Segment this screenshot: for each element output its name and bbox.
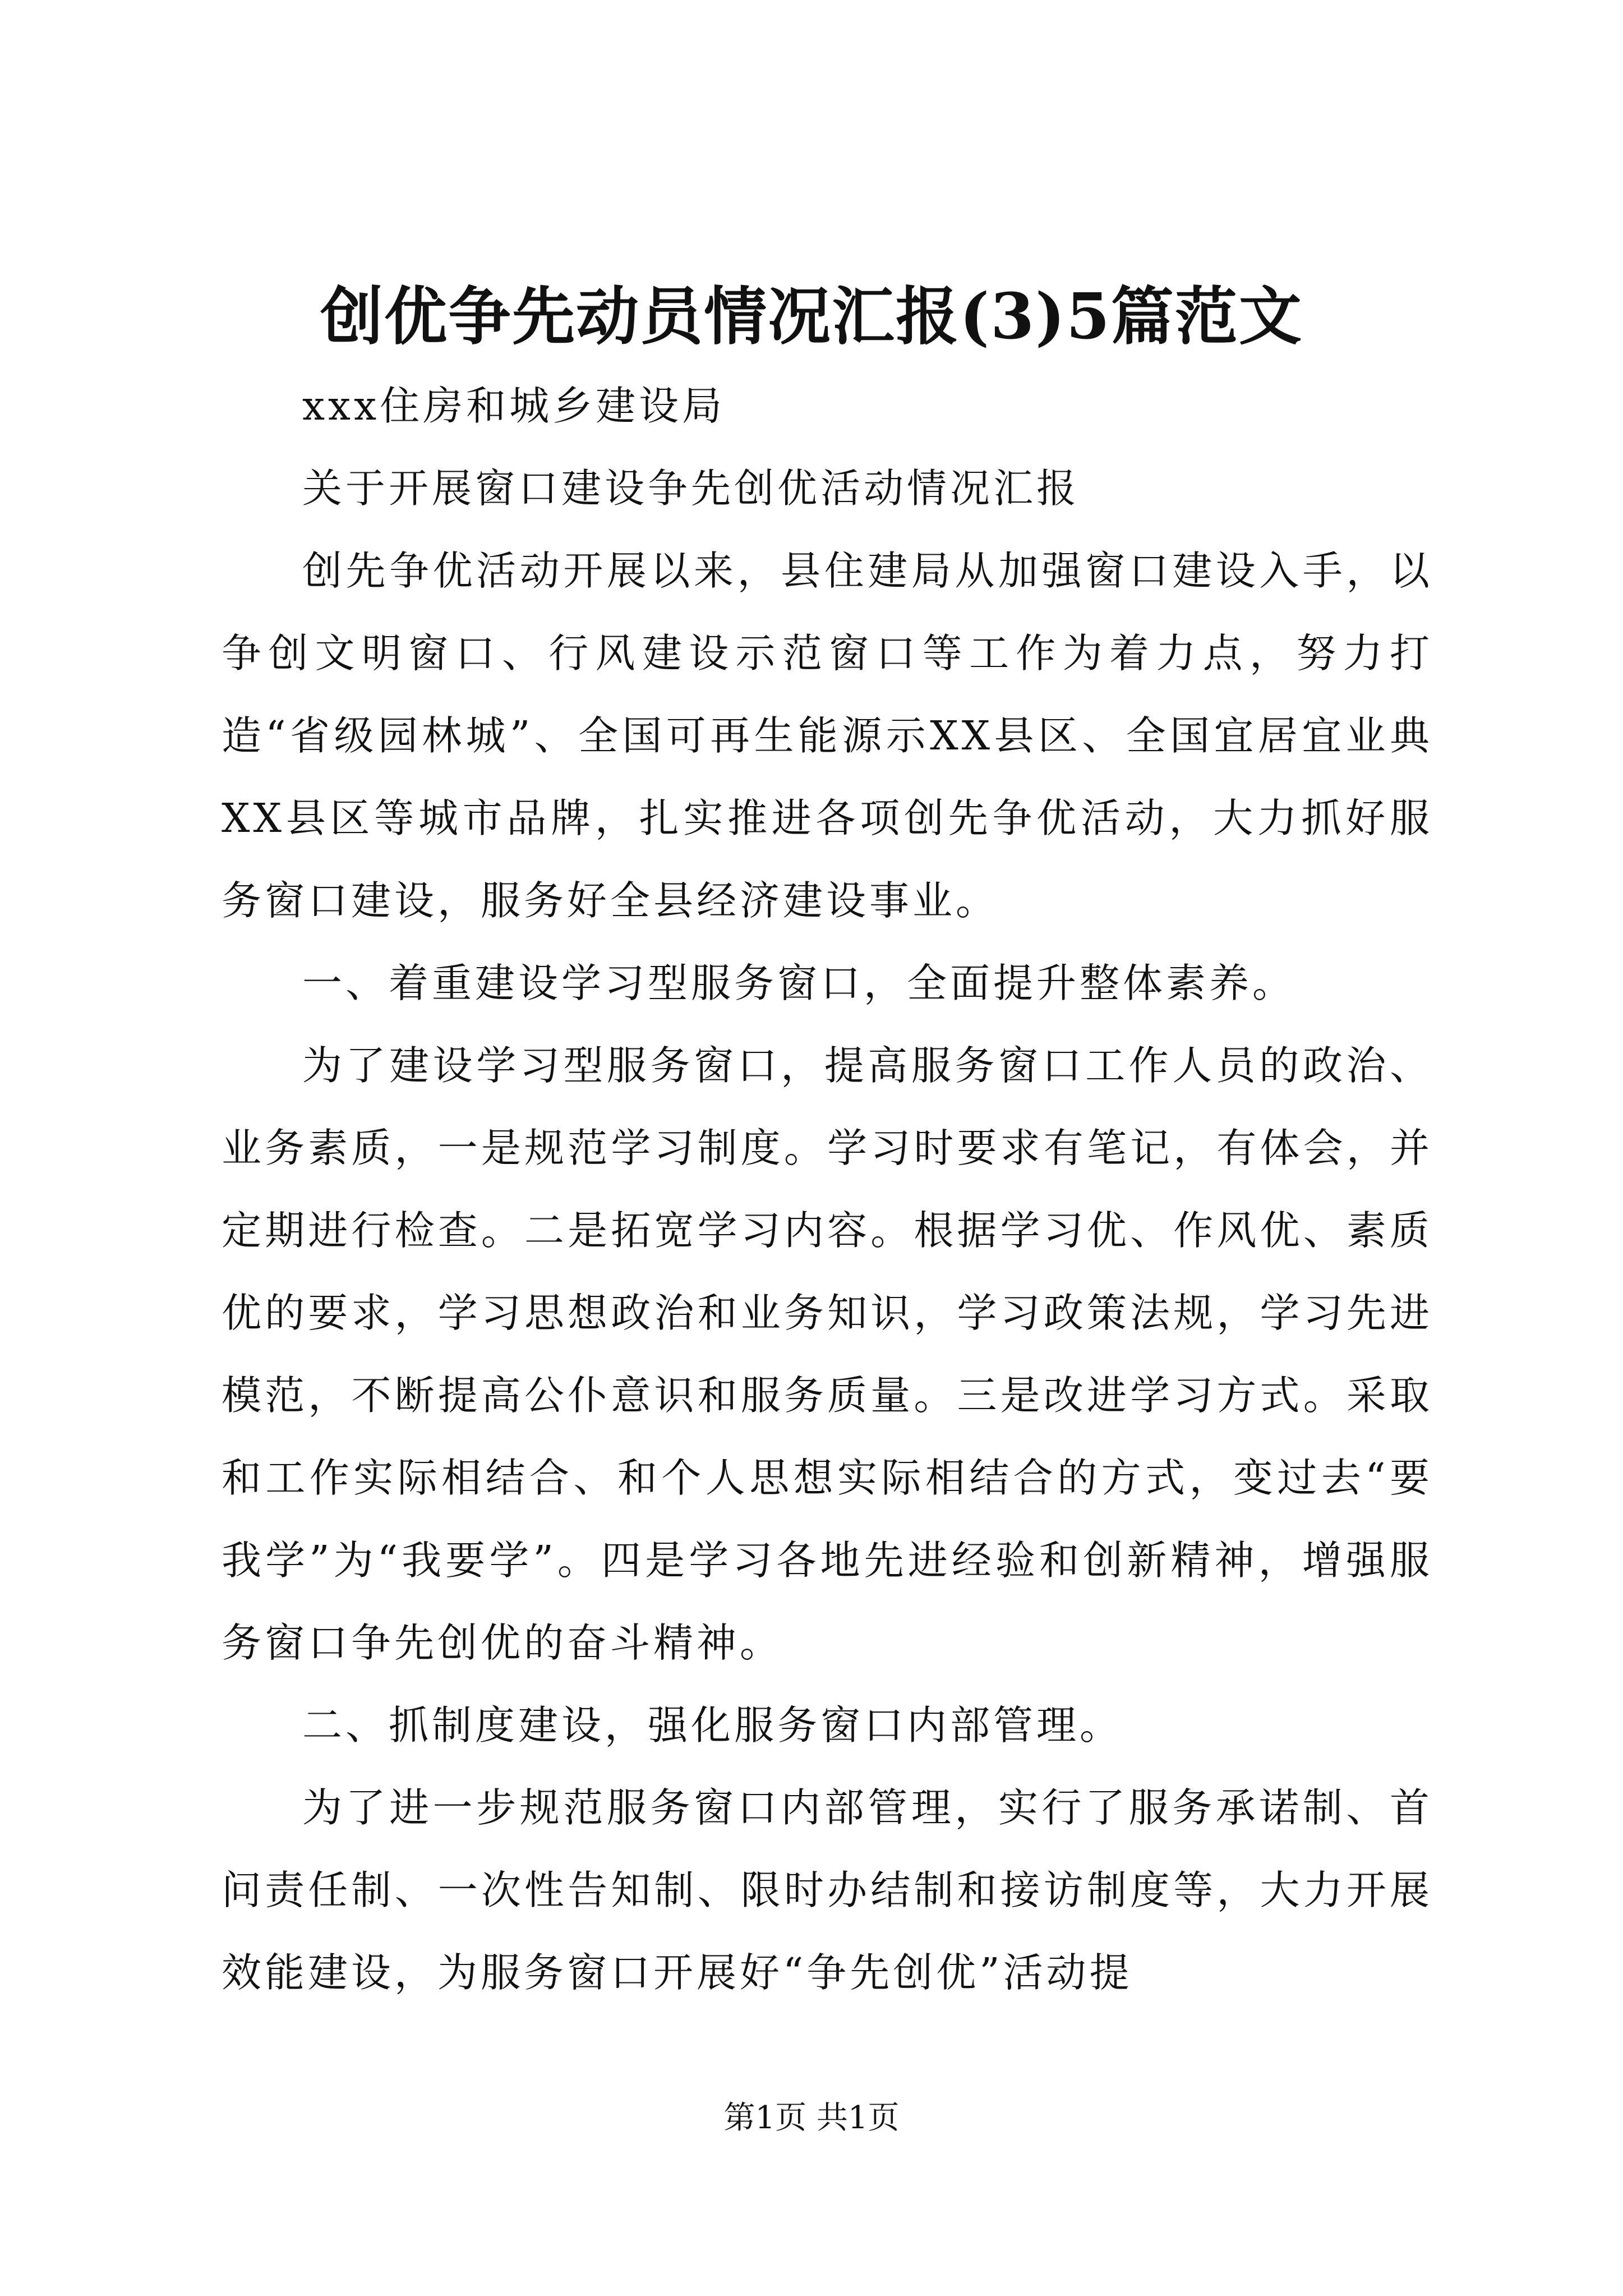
page-footer: 第1页 共1页 (723, 2100, 900, 2136)
document-body (222, 365, 1433, 2014)
section-heading-2: 二、抓制度建设，强化服务窗口内部管理。 (302, 1702, 1123, 1749)
section-heading-1: 一、着重建设学习型服务窗口，全面提升整体素养。 (302, 960, 1296, 1006)
organization-line: xxx住房和城乡建设局 (302, 383, 726, 429)
section-paragraph-2: 为了进一步规范服务窗口内部管理，实行了服务承诺制、首问责任制、一次性告知制、限时办结制和接访制度等，大力开展效能建设，为服务窗口开展好“争先创优”活动提 (222, 1784, 1433, 1996)
document-title: 创优争先动员情况汇报(3)5篇范文 (320, 280, 1303, 353)
section-paragraph-1: 为了建设学习型服务窗口，提高服务窗口工作人员的政治、业务素质，一是规范学习制度。学习时要求有笔记，有体会，并定期进行检查。二是拓宽学习内容。根据学习优、作风优、素质优的要求，学习思想政治和业务知识，学习政策法规，学习先进模范，不断提高公仆意识和服务质量。三是改进学习方式。采取和工作实际相结合、和个人思想实际相结合的方式，变过去“要我学”为“我要学”。四是学习各地先进经验和创新精神，增强服务窗口争先创优的奋斗精神。 (222, 1042, 1433, 1666)
report-subtitle: 关于开展窗口建设争先创优活动情况汇报 (302, 465, 1080, 512)
intro-paragraph: 创先争优活动开展以来，县住建局从加强窗口建设入手，以争创文明窗口、行风建设示范窗口等工作为着力点，努力打造“省级园林城”、全国可再生能源示XX县区、全国宜居宜业典XX县区等城市品牌，扎实推进各项创先争优活动，大力抓好服务窗口建设，服务好全县经济建设事业。 (222, 547, 1433, 924)
